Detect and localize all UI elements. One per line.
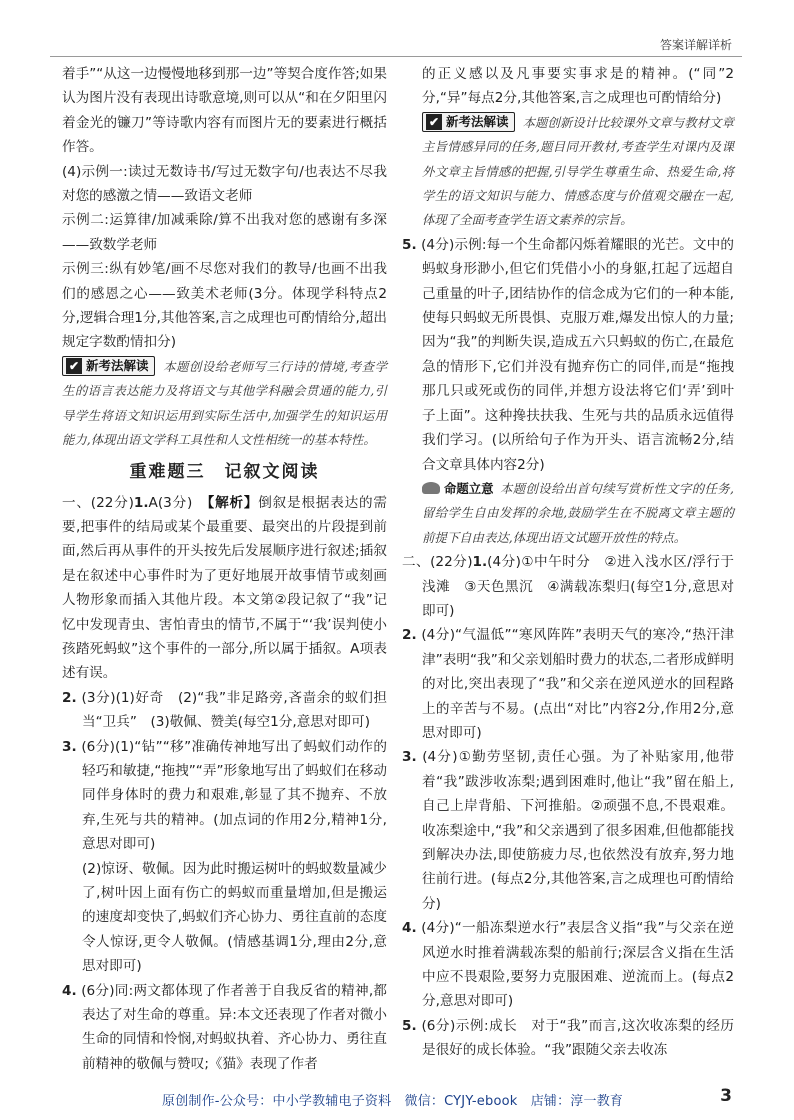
new-method-note: ✔ 新考法解读 本题创设给老师写三行诗的情境,考查学生的语言表达能力及将语文与其他学科融会贯通的能力,引导学生将语文知识运用到实际生活中,加强学生的知识运用能力,体现出语文学科工具性和人文性相统一的基本特性。 — [62, 357, 387, 448]
proposition-note: 命题立意 本题创设给出首句续写赏析性文字的任务,留给学生自由发挥的余地,鼓励学生在不脱离文章主题的前提下自由表达,体现出语文试题开放性的特点。 — [402, 477, 734, 550]
check-icon: ✔ — [426, 114, 442, 130]
question-5: 5. (4分)示例:每一个生命都闪烁着耀眼的光芒。文中的蚂蚁身形渺小,但它们凭借小小的身躯,扛起了远超自己重量的叶子,团结协作的信念成为它们的一种本能,使每只蚂蚁无所畏惧、克服万难,爆发出惊人的力量;因为“我”的判断失误,造成五六只蚂蚁的伤亡,在最危急的情形下,它们并没有抛弃伤亡的同伴,而是“拖拽那几只或死或伤的同伴,并想方设法将它们‘弄’到叶子上面”。这种搀扶扶我、生死与共的品质永远值得我们学习。(以所给句子作为开头、语言流畅2分,结合文章具体内容2分) — [402, 236, 734, 473]
paragraph: (4)示例一:读过无数诗书/写过无数字句/也表达不尽我对您的感激之情——致语文老师 — [62, 163, 387, 205]
question-3: 3. (6分)(1)“钻”“移”准确传神地写出了蚂蚁们动作的轻巧和敏捷,“拖拽”“弄”形象地写出了蚂蚁们在移动同伴身体时的费力和艰难,彰显了其不抛弃、不放弃,生死与共的精神。(加点词的作用2分,精神1分,意思对即可) — [62, 738, 387, 853]
question-2-3: 3. (4分)①勤劳坚韧,责任心强。为了补贴家用,他带着“我”跋涉收冻梨;遇到困难时,他让“我”留在船上,自己上岸背船、下河推船。②顽强不息,不畏艰难。收冻梨途中,“我”和父亲遇到了很多困难,但他都能找到解决办法,即使筋疲力尽,也依然没有放弃,努力地往前行进。(每点2分,其他答案,言之成理也可酌情给分) — [402, 749, 734, 912]
book-icon — [422, 482, 440, 494]
question-4: 4. (6分)同:两文都体现了作者善于自我反省的精神,都表达了对生命的尊重。异:本文还表现了作者对微小生命的同情和怜悯,对蚂蚁执着、齐心协力、勇往直前精神的敬佩与赞叹;《猫》表现了作者 — [62, 982, 387, 1072]
question-2-2: 2. (4分)“气温低”“寒风阵阵”表明天气的寒冷,“热汗津津”表明“我”和父亲划船时费力的状态,二者形成鲜明的对比,突出表现了“我”和父亲在逆风逆水的回程路上的辛苦与不易。(点出“对比”内容2分,作用2分,意思对即可) — [402, 627, 734, 741]
proposition-badge: 命题立意 — [422, 477, 494, 501]
footer-watermark: 原创制作-公众号：中小学教辅电子资料 微信：CYJY-ebook 店铺：淳一教育 — [162, 1094, 624, 1109]
new-method-note: ✔ 新考法解读 本题创新设计比较课外文章与教材文章主旨情感异同的任务,题目同开教材,考查学生对课内及课外文章主旨情感的把握,引导学生尊重生命、热爱生命,将学生的语文知识与能力、情感态度与价值观交融在一起,体现了全面考查学生语文素养的宗旨。 — [422, 113, 734, 228]
question-3-part2: (2)惊讶、敬佩。因为此时搬运树叶的蚂蚁数量减少了,树叶因上面有伤亡的蚂蚁而重量增加,但是搬运的速度却变快了,蚂蚁们齐心协力、勇往直前的态度令人惊讶,更令人敬佩。(情感基调1分,理由2分,意思对即可) — [82, 860, 387, 975]
question-2-5: 5. (6分)示例:成长 对于“我”而言,这次收冻梨的经历是很好的成长体验。“我”跟随父亲去收冻 — [402, 1017, 734, 1059]
paragraph: 的正义感以及凡事要实事求是的精神。(“同”2分,“异”每点2分,其他答案,言之成理也可酌情给分) — [422, 66, 734, 107]
header-title: 答案详解详析 — [659, 38, 732, 52]
new-method-badge: ✔ 新考法解读 — [62, 356, 155, 376]
paragraph: 示例二:运算律/加减乘除/算不出我对您的感谢有多深——致数学老师 — [62, 212, 387, 253]
paragraph: 着手”“从这一边慢慢地移到那一边”等契合度作答;如果认为图片没有表现出诗歌意境,则可以从“和在夕阳里闪着金光的镰刀”等诗歌内容有而图片无的要素进行概括作答。 — [62, 66, 387, 156]
right-column — [402, 62, 734, 1063]
question-1: 一、(22分)1.A(3分) 【解析】倒叙是根据表达的需要,把事件的结局或某个最重要、最突出的片段提到前面,然后再从事件的开头按先后发展顺序进行叙述;插叙是在叙述中心事件时为了更好地展开故事情节或刻画人物形象而插入其他片段。本文第②段记叙了“我”记忆中发现青虫、害怕青虫的情节,不属于“‘我’误判使小孩踏死蚂蚁”这个事件的一部分,所以属于插叙。A项表述有误。 — [62, 494, 388, 682]
left-column — [62, 62, 387, 1076]
page-footer — [0, 1082, 794, 1112]
page-number: 3 — [720, 1086, 732, 1106]
new-method-badge: ✔ 新考法解读 — [422, 112, 515, 132]
question-2: 2. (3分)(1)好奇 (2)“我”非足路旁,吝啬余的蚁们担当“卫兵” (3)敬佩、赞美(每空1分,意思对即可) — [62, 689, 388, 731]
section-title: 重难题三 记叙文阅读 — [129, 461, 320, 482]
check-icon: ✔ — [66, 358, 82, 374]
question-2-4: 4. (4分)“一船冻梨逆水行”表层含义指“我”与父亲在逆风逆水时推着满载冻梨的船前行;深层含义指在生活中应不畏艰险,要努力克服困难、逆流而上。(每点2分,意思对即可) — [402, 920, 734, 1010]
question-2-1: 二、(22分)1.(4分)①中午时分 ②进入浅水区/浮行于浅滩 ③天色黑沉 ④满载冻梨归(每空1分,意思对即可) — [402, 554, 735, 619]
header-divider — [50, 56, 742, 57]
page-header — [0, 0, 794, 60]
paragraph: 示例三:纵有妙笔/画不尽您对我们的教导/也画不出我们的感恩之心——致美术老师(3分。体现学科特点2分,逻辑合理1分,其他答案,言之成理也可酌情给分,超出规定字数酌情扣分) — [62, 261, 387, 351]
